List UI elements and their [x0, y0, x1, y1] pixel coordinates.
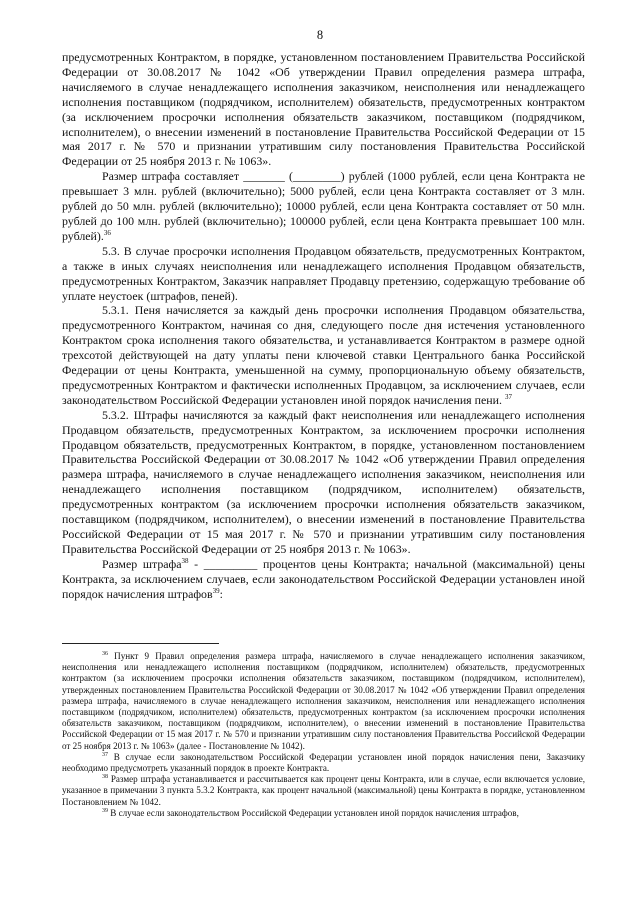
- footnote-number: 37: [102, 751, 108, 758]
- footnote-36: [62, 651, 585, 752]
- paragraph-text: Размер штрафа: [102, 556, 182, 571]
- footnote-number: 39: [102, 807, 108, 814]
- paragraph-text: Размер штрафа составляет _______ (________) рублей (1000 рублей, если цена Контракта не превышает 3 млн. рублей (включительно); 5000 рублей, если цена Контракта составляет от 3 млн. рублей до 50 млн. рублей (включительно); 10000 рублей, если цена Контракта составляет от 50 млн. рублей до 100 млн. рублей (включительно); 100000 рублей, если цена Контракта превышает 100 млн. рублей).: [62, 169, 585, 243]
- footnote-text: Пункт 9 Правил определения размера штрафа, начисляемого в случае ненадлежащего исполнения заказчиком, неисполнения или ненадлежащего исполнения поставщиком (подрядчиком, исполнителем) обязательств, предусмотренных контрактом (за исключением просрочки исполнения обязательств заказчиком, поставщиком (подрядчиком, исполнителем), утвержденных постановлением Правительства Российской Федерации от 30.08.2017 № 1042 «Об утверждении Правил определения размера штрафа, начисляемого в случае ненадлежащего исполнения заказчиком, неисполнения или ненадлежащего исполнения поставщиком (подрядчиком, исполнителем) обязательств, предусмотренных контрактом (за исключением просрочки исполнения обязательств заказчиком, поставщиком (подрядчиком, исполнителем), о внесении изменений в постановление Правительства Российской Федерации от 15 мая 2017 г. № 570 и признании утратившим силу постановления Правительства Российской Федерации от 25 ноября 2013 г. № 1063» (далее - Постановление № 1042).: [62, 651, 585, 751]
- paragraph-text: :: [219, 586, 223, 601]
- paragraph-fine-amount: [62, 169, 585, 244]
- paragraph-continuation: предусмотренных Контрактом, в порядке, установленном постановлением Правительства Российской Федерации от 30.08.2017 № 1042 «Об утверждении Правил определения размера штрафа, начисляемого в случае ненадлежащего исполнения заказчиком, неисполнения или ненадлежащего исполнения поставщиком (подрядчиком, исполнителем) обязательств, предусмотренных контрактом (за исключением просрочки исполнения обязательств заказчиком, поставщиком (подрядчиком, исполнителем), о внесении изменений в постановление Правительства Российской Федерации от 15 мая 2017 г. № 570 и признании утратившим силу постановления Правительства Российской Федерации от 25 ноября 2013 г. № 1063».: [62, 50, 585, 169]
- footnote-ref-38[interactable]: 38: [181, 556, 189, 565]
- footnote-ref-36[interactable]: 36: [103, 228, 111, 237]
- paragraph-fine-percent: [62, 557, 585, 602]
- footnote-ref-37[interactable]: 37: [504, 392, 512, 401]
- footnote-ref-39[interactable]: 39: [212, 586, 220, 595]
- footnote-text: В случае если законодательством Российской Федерации установлен иной порядок начисления штрафов,: [108, 807, 519, 818]
- paragraph-text: 5.3.1. Пеня начисляется за каждый день просрочки исполнения Продавцом обязательства, предусмотренного Контрактом, начиная со дня, следующего после дня истечения установленного Контрактом срока исполнения такого обязательства, и устанавливается Контрактом в размере одной трехсотой действующей на дату уплаты пени ключевой ставки Центрального банка Российской Федерации от цены Контракта, уменьшенной на сумму, пропорциональную объему обязательств, предусмотренных Контрактом и фактически исполненных Продавцом, за исключением случаев, если законодательством Российской Федерации установлен иной порядок начисления пени.: [62, 303, 585, 407]
- footnote-37: [62, 752, 585, 774]
- footnote-number: 38: [102, 774, 108, 781]
- footnote-38: [62, 774, 585, 808]
- page-number: 8: [316, 28, 324, 42]
- paragraph-5-3-1: [62, 303, 585, 407]
- paragraph-text: - _________ процентов цены Контракта; начальной (максимальной) цены Контракта, за исключением случаев, если законодательством Российской Федерации установлен иной порядок начисления штрафов: [62, 556, 585, 601]
- footnote-39: [62, 808, 585, 819]
- footnotes: [62, 651, 585, 819]
- footnote-text: В случае если законодательством Российской Федерации установлен иной порядок начисления пени, Заказчику необходимо предусмотреть указанный порядок в проекте Контракта.: [62, 751, 585, 774]
- paragraph-5-3-2: 5.3.2. Штрафы начисляются за каждый факт неисполнения или ненадлежащего исполнения Продавцом обязательств, предусмотренных Контрактом, за исключением просрочки исполнения Продавцом обязательств, предусмотренных Контрактом, в порядке, установленном постановлением Правительства Российской Федерации от 30.08.2017 № 1042 «Об утверждении Правил определения размера штрафа, начисляемого в случае ненадлежащего исполнения заказчиком, неисполнения или ненадлежащего исполнения поставщиком (подрядчиком, исполнителем) обязательств, предусмотренных контрактом (за исключением просрочки исполнения обязательств заказчиком, поставщиком (подрядчиком, исполнителем), о внесении изменений в постановление Правительства Российской Федерации от 15 мая 2017 г. № 570 и признании утратившим силу постановления Правительства Российской Федерации от 25 ноября 2013 г. № 1063».: [62, 407, 585, 556]
- footnote-text: Размер штрафа устанавливается и рассчитывается как процент цены Контракта, или в случае, если включается условие, указанное в примечании 3 пункта 5.3.2 Контракта, как процент начальной (максимальной) цены Контракта в порядке, установленном Постановлением № 1042.: [62, 774, 585, 807]
- document-body: [62, 50, 585, 602]
- paragraph-5-3: 5.3. В случае просрочки исполнения Продавцом обязательств, предусмотренных Контрактом, а также в иных случаях неисполнения или ненадлежащего исполнения Продавцом обязательств, предусмотренных Контрактом, Заказчик направляет Продавцу претензию, содержащую требование об уплате неустоек (штрафов, пеней).: [62, 243, 585, 303]
- footnote-number: 36: [102, 651, 108, 657]
- footnote-divider: [62, 643, 219, 644]
